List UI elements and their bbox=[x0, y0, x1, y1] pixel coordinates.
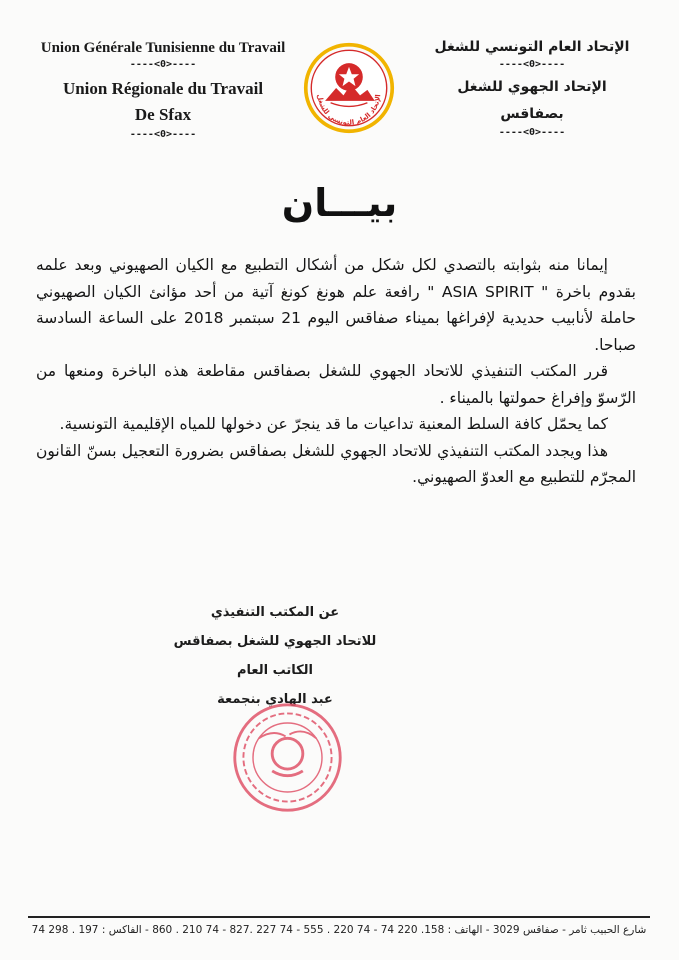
document-title: بيـــان bbox=[281, 181, 398, 225]
org-name-fr: Union Générale Tunisienne du Travail bbox=[40, 40, 286, 56]
org-name-ar: الإتحاد العام التونسي للشغل bbox=[434, 39, 630, 55]
city-fr: De Sfax bbox=[134, 105, 192, 124]
stamp-text-ring bbox=[243, 713, 331, 801]
statement-body bbox=[36, 252, 636, 491]
stamp-emblem bbox=[272, 738, 303, 769]
stamp-outer-ring bbox=[235, 705, 340, 810]
header-ornament: ----<0>---- bbox=[129, 59, 197, 70]
header-ornament: ----<0>---- bbox=[498, 127, 566, 138]
paragraph: هذا ويجدد المكتب التنفيذي للاتحاد الجهوي للشغل بصفاقس بضرورة التعجيل بسنّ القانون المجرّم للتطبيع مع العدوّ الصهيوني. bbox=[36, 441, 636, 486]
logo-text: الإتحاد العام التونسي للشغل bbox=[315, 93, 383, 127]
paragraph: إيمانا منه بثوابته بالتصدي لكل شكل من أشكال التطبيع مع الكيان الصهيوني وبعد علمه بقدوم باخرة " ASIA SPIRIT " رافعة علم هونغ كونغ آتية من أحد مؤانئ الكيان الصهيوني حاملة لأنابيب حديدية لإفراغها بميناء صفاقس اليوم 21 سبتمبر 2018 على الساعة السادسة صباحا. bbox=[36, 256, 637, 354]
ugtt-logo bbox=[303, 42, 395, 134]
header-french bbox=[18, 38, 308, 142]
footer-divider bbox=[28, 916, 650, 918]
paragraph: كما يحمّل كافة السلط المعنية تداعيات ما قد ينجرّ عن دخولها للمياه الإقليمية التونسية. bbox=[59, 415, 608, 433]
signature-line: عن المكتب التنفيذي bbox=[210, 605, 340, 620]
signature-block bbox=[150, 598, 400, 714]
paragraph: قرر المكتب التنفيذي للاتحاد الجهوي للشغل بصفاقس مقاطعة هذه الباخرة ومنعها من الرّسوّ وإفراغ حمولتها بالميناء . bbox=[36, 362, 636, 407]
signature-title: الكاتب العام bbox=[236, 663, 314, 678]
city-ar: بصفاقس bbox=[500, 106, 564, 122]
official-stamp bbox=[230, 700, 345, 815]
signature-line: للاتحاد الجهوي للشغل بصفاقس bbox=[173, 634, 377, 649]
header-arabic bbox=[407, 36, 657, 140]
header-ornament: ----<0>---- bbox=[129, 129, 197, 140]
footer-contact: شارع الحبيب ثامر - صفاقس 3029 - الهاتف : 158. 220 74 - 74 220 . 555 - 74 227 .827 - 74 210 . 860 - الفاكس : 197 . 298 74 bbox=[31, 924, 647, 936]
regional-union-ar: الإتحاد الجهوي للشغل bbox=[457, 79, 607, 95]
stamp-emblem-base bbox=[272, 771, 303, 776]
stamp-inner-ring bbox=[253, 723, 322, 792]
header-ornament: ----<0>---- bbox=[498, 59, 566, 70]
regional-union-fr: Union Régionale du Travail bbox=[62, 79, 264, 98]
signatory-name: عبد الهادي بنجمعة bbox=[217, 692, 333, 707]
